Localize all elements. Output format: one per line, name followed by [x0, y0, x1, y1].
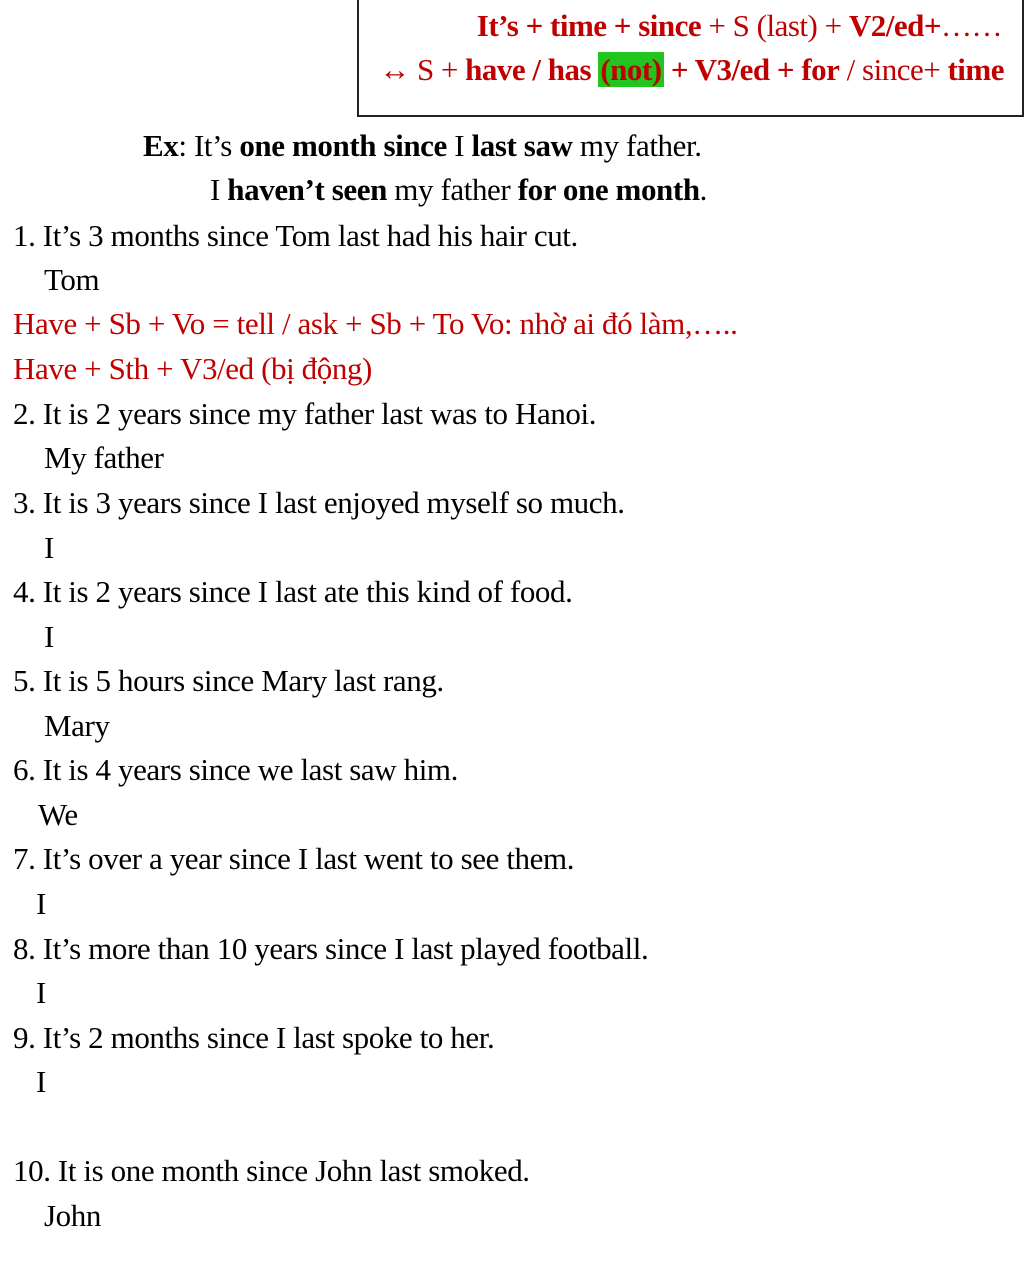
exercise-question: 10. It is one month since John last smoked.: [13, 1153, 530, 1188]
exercise-question: 2. It is 2 years since my father last was to Hanoi.: [13, 396, 597, 431]
equivalence-arrow-icon: ↔: [379, 52, 410, 87]
exercise-question: 1. It’s 3 months since Tom last had his hair cut.: [13, 218, 578, 253]
grammar-note: Have + Sb + Vo = tell / ask + Sb + To Vo: nhờ ai đó làm,…..: [13, 306, 738, 341]
example-label: Ex: [143, 128, 179, 163]
exercise-question: 7. It’s over a year since I last went to see them.: [13, 841, 575, 876]
formula-text: + V3/ed: [663, 52, 777, 87]
example-line-2: [210, 172, 707, 208]
exercise-answer-start: John: [44, 1198, 101, 1233]
exercise-answer-start: Tom: [44, 262, 100, 297]
grammar-note: Have + Sth + V3/ed (bị động): [13, 351, 372, 386]
formula-line-1: [477, 8, 1002, 44]
example-text: my father: [386, 172, 518, 207]
exercise-answer-start: My father: [44, 440, 164, 475]
example-text: my father.: [572, 128, 702, 163]
exercise-answer-start: Mary: [44, 708, 110, 743]
example-text: I: [210, 172, 228, 207]
exercise-answer-start: I: [36, 975, 46, 1010]
exercise-answer-start: I: [44, 530, 54, 565]
formula-text: It’s + time + since: [476, 8, 702, 43]
exercise-answer-start: I: [36, 1064, 46, 1099]
formula-box: [357, 0, 1024, 117]
formula-line-2: [379, 52, 1004, 88]
exercise-question: 8. It’s more than 10 years since I last played football.: [13, 931, 649, 966]
formula-text: ……: [941, 8, 1002, 43]
formula-text: + S (last) +: [701, 8, 849, 43]
formula-text: have / has: [465, 52, 592, 87]
formula-text: + for: [776, 52, 840, 87]
exercise-question: 3. It is 3 years since I last enjoyed myself so much.: [13, 485, 625, 520]
highlighted-not: (not): [600, 52, 662, 87]
exercise-question: 4. It is 2 years since I last ate this kind of food.: [13, 574, 573, 609]
example-text: .: [699, 172, 708, 207]
formula-text: / since+: [839, 52, 948, 87]
example-text: : It’s: [178, 128, 240, 163]
example-text: haven’t seen: [227, 172, 387, 207]
formula-text: S +: [409, 52, 466, 87]
example-text: for one month: [517, 172, 700, 207]
example-text: last saw: [471, 128, 573, 163]
formula-text: time: [947, 52, 1004, 87]
exercise-answer-start: I: [44, 619, 54, 654]
example-line-1: [143, 128, 702, 164]
formula-text: V2/ed+: [848, 8, 941, 43]
exercise-answer-start: We: [38, 797, 78, 832]
exercise-question: 9. It’s 2 months since I last spoke to her.: [13, 1020, 495, 1055]
exercise-answer-start: I: [36, 886, 46, 921]
exercise-question: 5. It is 5 hours since Mary last rang.: [13, 663, 444, 698]
example-text: one month since: [239, 128, 447, 163]
example-text: I: [446, 128, 472, 163]
exercise-question: 6. It is 4 years since we last saw him.: [13, 752, 458, 787]
